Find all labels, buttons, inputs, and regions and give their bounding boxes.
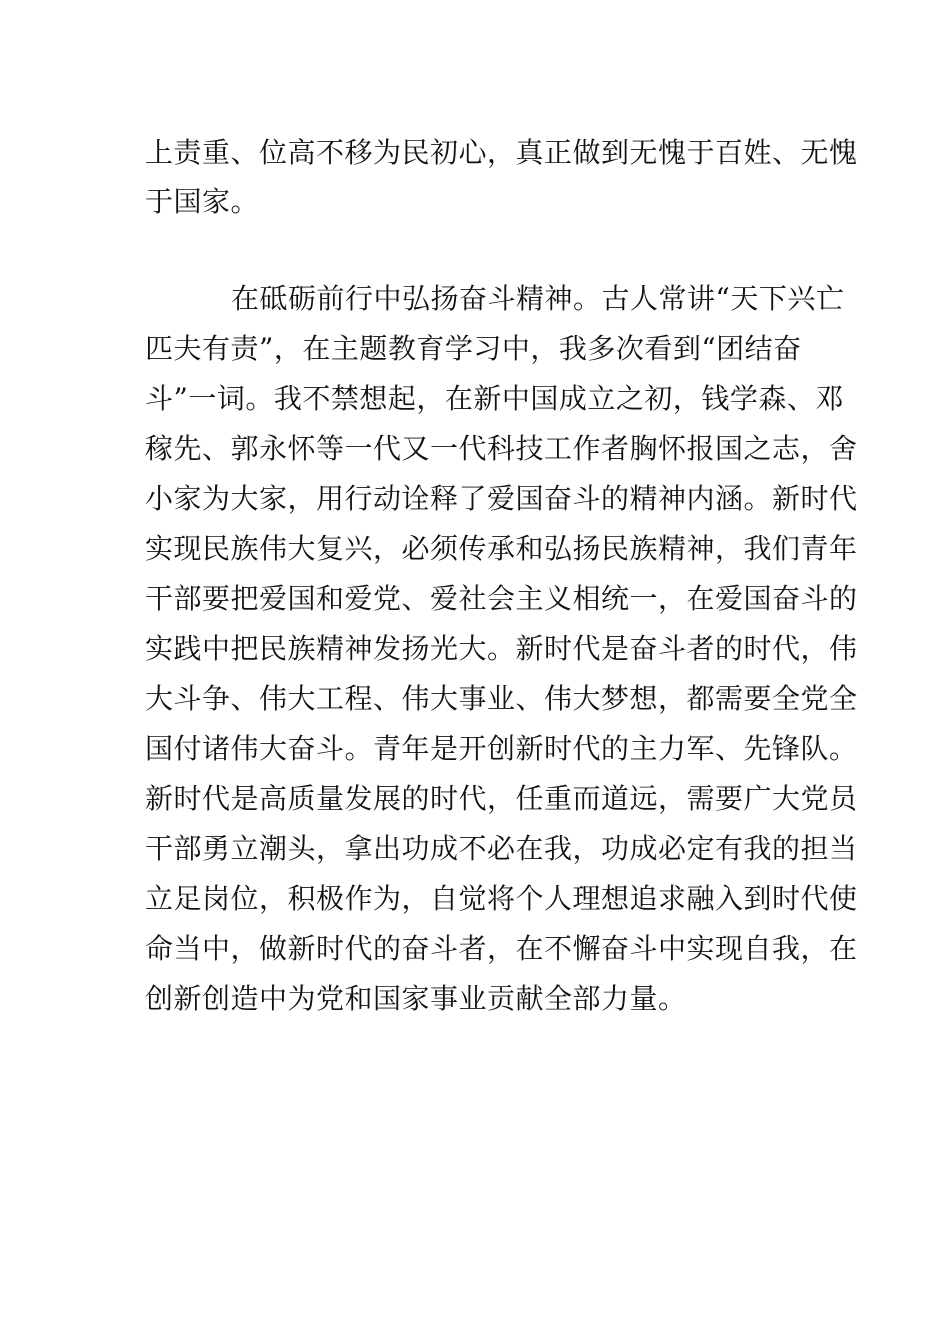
paragraph-line: 国付诸伟大奋斗。青年是开创新时代的主力军、先锋队。	[145, 732, 858, 765]
paragraph-line: 干部勇立潮头，拿出功成不必在我，功成必定有我的担当	[145, 832, 858, 865]
paragraph-line: 斗”一词。我不禁想起，在新中国成立之初，钱学森、邓	[145, 382, 844, 415]
paragraph-line: 实践中把民族精神发扬光大。新时代是奋斗者的时代，伟	[145, 632, 858, 665]
paragraph-line: 稼先、郭永怀等一代又一代科技工作者胸怀报国之志，舍	[145, 432, 858, 465]
paragraph-line: 新时代是高质量发展的时代，任重而道远，需要广大党员	[145, 782, 858, 815]
paragraph-line: 大斗争、伟大工程、伟大事业、伟大梦想，都需要全党全	[145, 682, 858, 715]
paragraph-line: 于国家。	[145, 185, 260, 218]
paragraph-line: 在砥砺前行中弘扬奋斗精神。古人常讲“天下兴亡	[231, 282, 845, 315]
paragraph-line: 小家为大家，用行动诠释了爱国奋斗的精神内涵。新时代	[145, 482, 858, 515]
paragraph-line: 上责重、位高不移为民初心，真正做到无愧于百姓、无愧	[145, 136, 858, 169]
paragraph-line: 匹夫有责”，在主题教育学习中，我多次看到“团结奋	[145, 332, 802, 365]
paragraph-line: 立足岗位，积极作为，自觉将个人理想追求融入到时代使	[145, 882, 858, 915]
paragraph-line: 命当中，做新时代的奋斗者，在不懈奋斗中实现自我，在	[145, 932, 858, 965]
paragraph-line: 实现民族伟大复兴，必须传承和弘扬民族精神，我们青年	[145, 532, 858, 565]
paragraph-line: 干部要把爱国和爱党、爱社会主义相统一，在爱国奋斗的	[145, 582, 858, 615]
paragraph-line: 创新创造中为党和国家事业贡献全部力量。	[145, 982, 687, 1015]
